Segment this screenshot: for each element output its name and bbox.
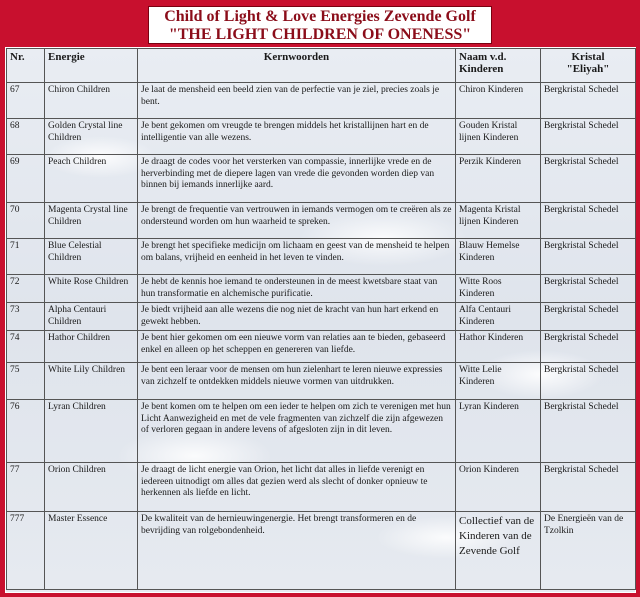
title-line-2: "THE LIGHT CHILDREN OF ONENESS" <box>168 26 472 43</box>
header-energie: Energie <box>45 49 138 83</box>
cell-kristal: Bergkristal Schedel <box>541 119 636 155</box>
table-row <box>7 331 636 363</box>
cell-energie: Peach Children <box>45 155 138 203</box>
cell-kernwoorden: Je draagt de licht energie van Orion, het licht dat alles in liefde verenigt en iedereen uitnodigt om alles dat gezien werd als slecht of donker opnieuw te herkennen als liefde en licht. <box>138 463 456 512</box>
cell-kristal: Bergkristal Schedel <box>541 83 636 119</box>
cell-kernwoorden: De kwaliteit van de hernieuwingenergie. Het brengt transformeren en de bevrijding van rolgebondenheid. <box>138 512 456 590</box>
cell-kristal: Bergkristal Schedel <box>541 331 636 363</box>
cell-naam: Witte Roos Kinderen <box>456 275 541 303</box>
cell-nr: 70 <box>7 203 45 239</box>
header-kristal-line-2: "Eliyah" <box>566 63 610 75</box>
header-naam <box>456 49 541 83</box>
cell-nr: 67 <box>7 83 45 119</box>
table-header-row <box>7 49 636 83</box>
table-row <box>7 275 636 303</box>
cell-energie: Orion Children <box>45 463 138 512</box>
cell-naam: Collectief van de Kinderen van de Zevende Golf <box>456 512 541 590</box>
cell-kristal: Bergkristal Schedel <box>541 303 636 331</box>
cell-kernwoorden: Je brengt het specifieke medicijn om lichaam en geest van de mensheid te helpen om balans, vrijheid en eenheid in het leven te vinden. <box>138 239 456 275</box>
cell-kristal: Bergkristal Schedel <box>541 155 636 203</box>
cell-kristal: Bergkristal Schedel <box>541 463 636 512</box>
cell-kristal: De Energieën van de Tzolkin <box>541 512 636 590</box>
cell-naam: Magenta Kristal lijnen Kinderen <box>456 203 541 239</box>
cell-kristal: Bergkristal Schedel <box>541 363 636 400</box>
table-row <box>7 303 636 331</box>
cell-nr: 74 <box>7 331 45 363</box>
cell-naam: Lyran Kinderen <box>456 400 541 463</box>
title-line-1: Child of Light & Love Energies Zevende Golf <box>164 8 476 25</box>
cell-kernwoorden: Je biedt vrijheid aan alle wezens die nog niet de kracht van hun hart erkend en gewekt hebben. <box>138 303 456 331</box>
cell-kristal: Bergkristal Schedel <box>541 275 636 303</box>
header-naam-line-2: Kinderen <box>459 63 504 75</box>
page-title <box>148 6 492 44</box>
cell-nr: 77 <box>7 463 45 512</box>
header-kristal <box>541 49 636 83</box>
cell-nr: 76 <box>7 400 45 463</box>
cell-energie: Chiron Children <box>45 83 138 119</box>
cell-kernwoorden: Je bent hier gekomen om een nieuwe vorm van relaties aan te bieden, gebaseerd enkel en alleen op het scheppen en genereren van liefde. <box>138 331 456 363</box>
cell-nr: 69 <box>7 155 45 203</box>
energies-table <box>6 48 636 590</box>
table-row <box>7 155 636 203</box>
cell-kernwoorden: Je laat de mensheid een beeld zien van de perfectie van je ziel, precies zoals je bent. <box>138 83 456 119</box>
cell-nr: 72 <box>7 275 45 303</box>
cell-energie: White Lily Children <box>45 363 138 400</box>
cell-naam: Alfa Centauri Kinderen <box>456 303 541 331</box>
cell-energie: Hathor Children <box>45 331 138 363</box>
cell-naam: Hathor Kinderen <box>456 331 541 363</box>
cell-naam: Witte Lelie Kinderen <box>456 363 541 400</box>
cell-energie: Lyran Children <box>45 400 138 463</box>
header-kernwoorden: Kernwoorden <box>138 49 456 83</box>
header-kristal-line-1: Kristal <box>571 51 605 63</box>
header-naam-line-1: Naam v.d. <box>459 51 507 63</box>
cell-kristal: Bergkristal Schedel <box>541 400 636 463</box>
cell-energie: White Rose Children <box>45 275 138 303</box>
table-row <box>7 239 636 275</box>
cell-energie: Master Essence <box>45 512 138 590</box>
cell-nr: 68 <box>7 119 45 155</box>
cell-kristal: Bergkristal Schedel <box>541 203 636 239</box>
table-panel <box>5 47 636 593</box>
cell-kristal: Bergkristal Schedel <box>541 239 636 275</box>
cell-nr: 777 <box>7 512 45 590</box>
cell-energie: Golden Crystal line Children <box>45 119 138 155</box>
cell-kernwoorden: Je draagt de codes voor het versterken van compassie, innerlijke vrede en de herverbinding met de diepere lagen van vrede die gevonden worden diep van binnen bij iemands innerlijke aard. <box>138 155 456 203</box>
cell-kernwoorden: Je brengt de frequentie van vertrouwen in iemands vermogen om te creëren als ze ondersteund worden om hun waarheid te spreken. <box>138 203 456 239</box>
table-row <box>7 203 636 239</box>
cell-kernwoorden: Je hebt de kennis hoe iemand te ondersteunen in de meest kwetsbare staat van hun transformatie en alchemische purificatie. <box>138 275 456 303</box>
cell-energie: Blue Celestial Children <box>45 239 138 275</box>
cell-naam: Orion Kinderen <box>456 463 541 512</box>
cell-nr: 73 <box>7 303 45 331</box>
table-row <box>7 400 636 463</box>
cell-kernwoorden: Je bent gekomen om vreugde te brengen middels het kristallijnen hart en de intelligentie van alle wezens. <box>138 119 456 155</box>
cell-naam: Blauw Hemelse Kinderen <box>456 239 541 275</box>
cell-nr: 75 <box>7 363 45 400</box>
cell-naam: Perzik Kinderen <box>456 155 541 203</box>
cell-energie: Magenta Crystal line Children <box>45 203 138 239</box>
table-row <box>7 83 636 119</box>
cell-kernwoorden: Je bent een leraar voor de mensen om hun zielenhart te leren nieuwe expressies van zichzelf te ontdekken middels nieuwe vormen van uitdrukken. <box>138 363 456 400</box>
table-row <box>7 512 636 590</box>
header-nr: Nr. <box>7 49 45 83</box>
table-row <box>7 363 636 400</box>
table-row <box>7 463 636 512</box>
cell-kernwoorden: Je bent komen om te helpen om een ieder te helpen om zich te verenigen met hun Licht Aanwezigheid en met de vele fragmenten van zichzelf die zijn afgewezen of verloren gegaan in andere levens of afgesloten zijn in dit leven. <box>138 400 456 463</box>
cell-energie: Alpha Centauri Children <box>45 303 138 331</box>
cell-naam: Chiron Kinderen <box>456 83 541 119</box>
table-row <box>7 119 636 155</box>
cell-naam: Gouden Kristal lijnen Kinderen <box>456 119 541 155</box>
table-body <box>7 83 636 590</box>
cell-nr: 71 <box>7 239 45 275</box>
